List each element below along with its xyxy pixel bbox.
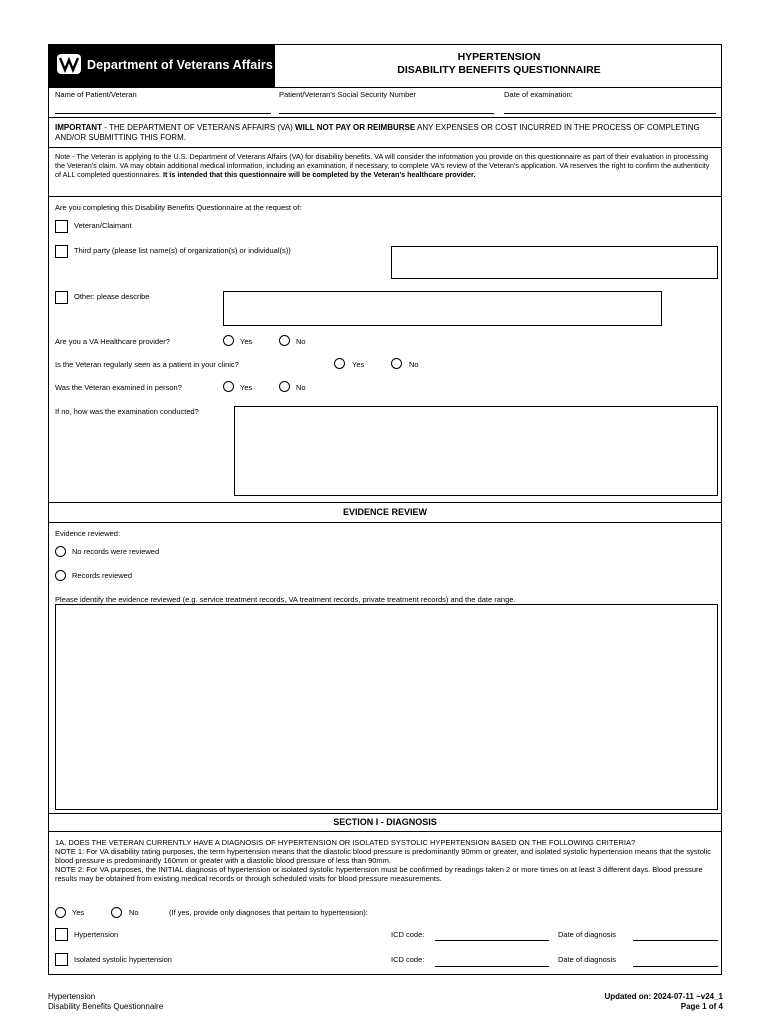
icd-label-2: ICD code:: [391, 955, 425, 964]
identify-evidence-label: Please identify the evidence reviewed (e.g. service treatment records, VA treatment records, private treatment records) and the date range.: [55, 595, 516, 604]
va-provider-no-label: No: [296, 337, 306, 346]
in-person-question: Was the Veteran examined in person?: [55, 383, 182, 392]
diagnosis-no-label: No: [129, 908, 139, 917]
department-name: Department of Veterans Affairs: [87, 58, 273, 72]
form-title: [275, 45, 723, 87]
regularly-seen-yes-radio[interactable]: [334, 358, 345, 369]
footer-right: [604, 992, 723, 1012]
va-header-banner: [49, 45, 275, 87]
isolated-systolic-checkbox[interactable]: [55, 953, 68, 966]
diagnosis-yes-radio[interactable]: [55, 907, 66, 918]
patient-name-label: Name of Patient/Veteran: [55, 90, 137, 99]
important-text1: - THE DEPARTMENT OF VETERANS AFFAIRS (VA): [101, 123, 296, 132]
footer-page: Page 1 of 4: [680, 1002, 723, 1011]
other-textbox[interactable]: [223, 291, 662, 326]
request-question: Are you completing this Disability Benefits Questionnaire at the request of:: [55, 203, 302, 212]
regularly-seen-no-label: No: [409, 360, 419, 369]
evidence-review-heading: EVIDENCE REVIEW: [342, 507, 427, 517]
in-person-yes-label: Yes: [240, 383, 253, 392]
date-dx-label-2: Date of diagnosis: [558, 955, 616, 964]
patient-name-field[interactable]: [55, 113, 271, 114]
records-reviewed-label: Records reviewed: [72, 571, 133, 580]
regularly-seen-question: Is the Veteran regularly seen as a patient in your clinic?: [55, 360, 239, 369]
va-logo-icon: [57, 54, 81, 74]
form-title-line1: HYPERTENSION: [457, 51, 541, 63]
date-dx-field-1[interactable]: [633, 940, 718, 941]
veteran-claimant-label: Veteran/Claimant: [74, 221, 132, 230]
q1a-note2: NOTE 2: For VA purposes, the INITIAL diagnosis of hypertension or isolated systolic hypertension must be confirmed by readings taken 2 or more times on at least 3 different days. Blood pressure results may be obtained from existing medical records or through scheduled visits for blood pressure measurements.: [55, 865, 703, 883]
ssn-field[interactable]: [279, 113, 494, 114]
in-person-yes-radio[interactable]: [223, 381, 234, 392]
dbq-form: [48, 44, 722, 975]
important-no-pay: WILL NOT PAY OR REIMBURSE: [295, 123, 416, 132]
note-paragraph: [55, 152, 717, 179]
section-1-heading: SECTION I - DIAGNOSIS: [333, 817, 437, 827]
icd-code-field-1[interactable]: [435, 940, 549, 941]
no-records-label: No records were reviewed: [72, 547, 160, 556]
if-no-question: If no, how was the examination conducted?: [55, 407, 199, 416]
icd-label-1: ICD code:: [391, 930, 425, 939]
date-dx-label-1: Date of diagnosis: [558, 930, 616, 939]
third-party-checkbox[interactable]: [55, 245, 68, 258]
records-reviewed-radio[interactable]: [55, 570, 66, 581]
isolated-systolic-label: Isolated systolic hypertension: [74, 955, 172, 964]
diagnosis-yes-label: Yes: [72, 908, 85, 917]
other-label: Other: please describe: [74, 292, 150, 301]
other-checkbox[interactable]: [55, 291, 68, 304]
important-notice: [55, 123, 715, 143]
if-yes-instruction: (If yes, provide only diagnoses that pertain to hypertension):: [169, 908, 368, 917]
diagnosis-no-radio[interactable]: [111, 907, 122, 918]
q1a-text: 1A. DOES THE VETERAN CURRENTLY HAVE A DIAGNOSIS OF HYPERTENSION OR ISOLATED SYSTOLIC HYPERTENSION BASED ON THE FOLLOWING CRITERIA?: [55, 838, 636, 847]
va-provider-question: Are you a VA Healthcare provider?: [55, 337, 170, 346]
regularly-seen-yes-label: Yes: [352, 360, 365, 369]
diagnosis-question-block: [55, 838, 717, 883]
hypertension-checkbox[interactable]: [55, 928, 68, 941]
note-bold: It is intended that this questionnaire will be completed by the Veteran's healthcare provider.: [163, 170, 476, 179]
in-person-no-radio[interactable]: [279, 381, 290, 392]
important-prefix: IMPORTANT: [55, 123, 102, 132]
veteran-claimant-checkbox[interactable]: [55, 220, 68, 233]
evidence-reviewed-label: Evidence reviewed:: [55, 529, 121, 538]
third-party-textbox[interactable]: [391, 246, 718, 279]
note-text: Note - The Veteran is applying to the U.S. Department of Veterans Affairs (VA) for disability benefits. VA will consider the information you provide on this questionnaire as part of their evaluation in processing the Veteran's claim. VA may obtain additional medical information, including an examination, if necessary, to complete VA's review of the Veteran's application. VA reserves the right to confirm the authenticity of ALL completed questionnaires.: [55, 152, 710, 179]
footer-form-type: Disability Benefits Questionnaire: [48, 1002, 164, 1011]
footer-left: [48, 992, 163, 1012]
form-title-line2: DISABILITY BENEFITS QUESTIONNAIRE: [397, 64, 601, 76]
exam-date-field[interactable]: [504, 113, 716, 114]
exam-method-textbox[interactable]: [234, 406, 718, 496]
third-party-label: Third party (please list name(s) of organization(s) or individual(s)): [74, 246, 291, 255]
footer-updated: Updated on: 2024-07-11 ~v24_1: [604, 992, 723, 1001]
va-provider-yes-label: Yes: [240, 337, 253, 346]
ssn-label: Patient/Veteran's Social Security Number: [279, 90, 416, 99]
date-dx-field-2[interactable]: [633, 966, 718, 967]
no-records-radio[interactable]: [55, 546, 66, 557]
exam-date-label: Date of examination:: [504, 90, 573, 99]
q1a-note1: NOTE 1: For VA disability rating purposes, the term hypertension means that the diastolic blood pressure is predominantly 90mm or greater, and isolated systolic hypertension means that the systolic blood pressure is predominantly 160mm or greater with a diastolic blood pressure of less than 90mm.: [55, 847, 712, 865]
important-text2: ANY EXPENSES OR COST INCURRED IN THE PROCESS OF COMPLETING AND/OR SUBMITTING THIS FORM.: [55, 123, 700, 142]
evidence-textbox[interactable]: [55, 604, 718, 810]
regularly-seen-no-radio[interactable]: [391, 358, 402, 369]
in-person-no-label: No: [296, 383, 306, 392]
va-provider-no-radio[interactable]: [279, 335, 290, 346]
icd-code-field-2[interactable]: [435, 966, 549, 967]
hypertension-label: Hypertension: [74, 930, 119, 939]
va-provider-yes-radio[interactable]: [223, 335, 234, 346]
footer-form-name: Hypertension: [48, 992, 96, 1001]
